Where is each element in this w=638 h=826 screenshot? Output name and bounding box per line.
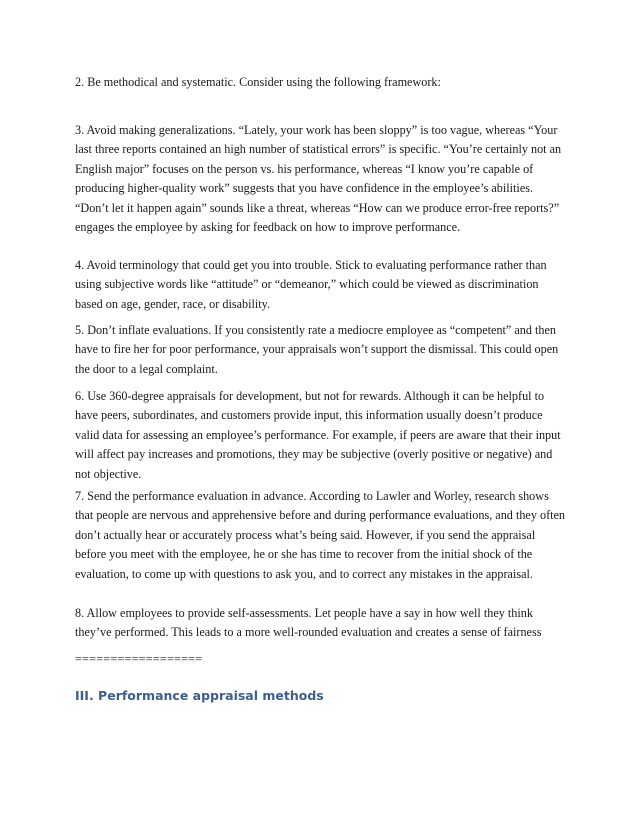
paragraph-item-2: 2. Be methodical and systematic. Consider using the following framework: bbox=[75, 75, 441, 89]
paragraph-item-4: 4. Avoid terminology that could get you into trouble. Stick to evaluating performance rather than using subjective words like “attitude” or “demeanor,” which could be viewed as discrimination based on age, gender, race, or disability. bbox=[75, 258, 547, 311]
paragraph-item-8: 8. Allow employees to provide self-assessments. Let people have a say in how well they think they’ve performed. This leads to a more well-rounded evaluation and creates a sense of fairness bbox=[75, 606, 542, 640]
paragraph-item-7: 7. Send the performance evaluation in advance. According to Lawler and Worley, research shows that people are nervous and apprehensive before and during performance evaluations, and they often don’t actually hear or accurately process what’s being said. However, if you send the appraisal before you meet with the employee, he or she has time to recover from the initial shock of the evaluation, to come up with questions to ask you, and to correct any mistakes in the appraisal. bbox=[75, 489, 566, 581]
separator-line: ================== bbox=[75, 652, 203, 666]
section-heading: III. Performance appraisal methods bbox=[75, 688, 324, 703]
paragraph-item-3: 3. Avoid making generalizations. “Lately, your work has been sloppy” is too vague, whereas “Your last three reports contained an high number of statistical errors” is specific. “You’re certainly not an English major” focuses on the person vs. his performance, whereas “I know you’re capable of producing higher-quality work” suggests that you have confidence in the employee’s abilities. “Don’t let it happen again” sounds like a threat, whereas “How can we produce error-free reports?” engages the employee by asking for feedback on how to improve performance. bbox=[75, 123, 562, 235]
paragraph-item-5: 5. Don’t inflate evaluations. If you consistently rate a mediocre employee as “competent” and then have to fire her for poor performance, your appraisals won’t support the dismissal. This could open the door to a legal complaint. bbox=[75, 323, 559, 376]
paragraph-item-6: 6. Use 360-degree appraisals for development, but not for rewards. Although it can be helpful to have peers, subordinates, and customers provide input, this information usually doesn’t produce valid data for assessing an employee’s performance. For example, if peers are aware that their input will affect pay increases and promotions, they may be subjective (overly positive or negative) and not objective. bbox=[75, 389, 561, 481]
